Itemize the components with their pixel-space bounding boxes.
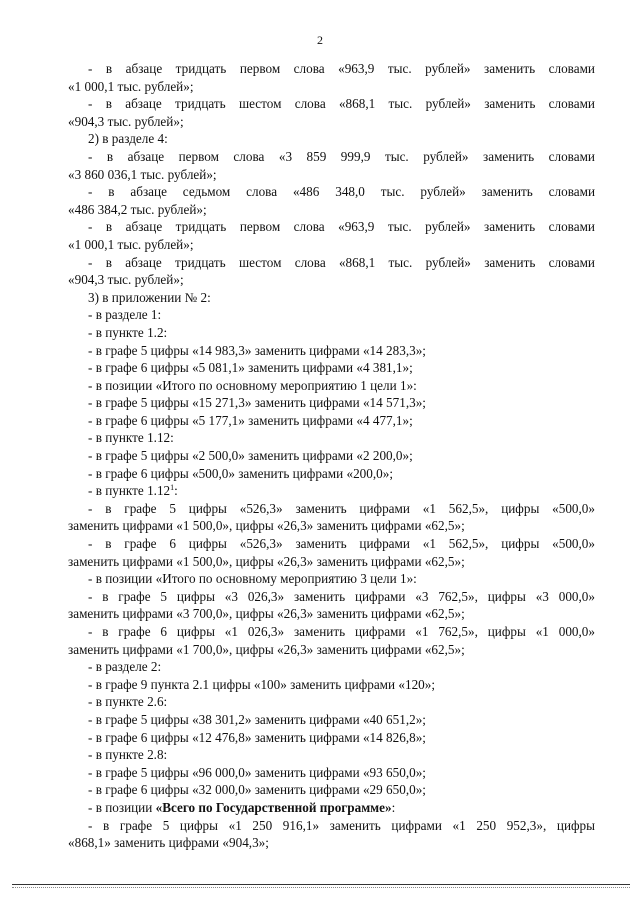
line-text: - в пункте 1.2: — [88, 324, 168, 340]
text-line — [68, 429, 595, 447]
line-text: - в абзаце седьмом слова «486 348,0 тыс. рублей» заменить словами — [88, 184, 595, 200]
text-line — [68, 781, 595, 799]
line-text: заменить цифрами «1 700,0», цифры «26,3» заменить цифрами «62,5»; — [68, 641, 465, 657]
text-line — [68, 254, 595, 272]
line-suffix: : — [174, 483, 178, 499]
bold-text: «Всего по Государственной программе» — [155, 799, 392, 815]
text-line — [68, 676, 595, 694]
line-text: - в абзаце тридцать первом слова «963,9 тыс. рублей» заменить словами — [88, 61, 595, 76]
footer-rule — [12, 884, 630, 885]
line-text: - в графе 5 цифры «2 500,0» заменить цифрами «2 200,0»; — [88, 448, 413, 464]
text-line — [68, 623, 595, 641]
text-line — [68, 324, 595, 342]
text-line — [68, 218, 595, 236]
line-text: - в абзаце тридцать шестом слова «868,1 тыс. рублей» заменить словами — [88, 96, 595, 112]
text-line — [68, 183, 595, 201]
line-text: 3) в приложении № 2: — [88, 289, 211, 305]
text-line — [68, 746, 595, 764]
text-line — [68, 60, 595, 78]
line-text: заменить цифрами «1 500,0», цифры «26,3» заменить цифрами «62,5»; — [68, 518, 465, 534]
line-text: - в графе 6 цифры «5 177,1» заменить цифрами «4 477,1»; — [88, 412, 413, 428]
text-line — [68, 201, 595, 219]
line-text: «3 860 036,1 тыс. рублей»; — [68, 166, 217, 182]
line-text: - в позиции — [88, 799, 156, 815]
line-text: 2) в разделе 4: — [88, 131, 168, 147]
line-text: - в графе 6 цифры «526,3» заменить цифрами «1 562,5», цифры «500,0» — [88, 536, 595, 552]
text-line — [68, 482, 595, 500]
text-line — [68, 517, 595, 535]
text-line — [68, 570, 595, 588]
line-text: «868,1» заменить цифрами «904,3»; — [68, 835, 269, 851]
line-text: «1 000,1 тыс. рублей»; — [68, 236, 194, 252]
text-line — [68, 729, 595, 747]
line-text: - в пункте 2.8: — [88, 747, 168, 763]
line-text: - в позиции «Итого по основному мероприятию 1 цели 1»: — [88, 377, 417, 393]
line-text: «486 384,2 тыс. рублей»; — [68, 201, 207, 217]
line-text: - в графе 5 цифры «526,3» заменить цифрами «1 562,5», цифры «500,0» — [88, 500, 595, 516]
text-line — [68, 553, 595, 571]
text-line — [68, 271, 595, 289]
line-text: - в графе 5 цифры «96 000,0» заменить цифрами «93 650,0»; — [88, 764, 426, 780]
line-text: - в разделе 2: — [88, 659, 162, 675]
line-text: - в абзаце тридцать первом слова «963,9 тыс. рублей» заменить словами — [88, 219, 595, 235]
footer-rule-dotted — [12, 887, 630, 888]
text-line — [68, 148, 595, 166]
line-text: - в абзаце первом слова «3 859 999,9 тыс. рублей» заменить словами — [88, 148, 595, 164]
line-text: - в пункте 2.6: — [88, 694, 168, 710]
line-text: - в графе 6 цифры «5 081,1» заменить цифрами «4 381,1»; — [88, 360, 413, 376]
line-text: - в пункте 1.12: — [88, 430, 174, 446]
text-line — [68, 500, 595, 518]
text-line — [68, 693, 595, 711]
text-line — [68, 289, 595, 307]
text-line — [68, 658, 595, 676]
line-text: - в графе 5 цифры «38 301,2» заменить цифрами «40 651,2»; — [88, 711, 426, 727]
line-text: - в графе 6 цифры «32 000,0» заменить цифрами «29 650,0»; — [88, 782, 426, 798]
text-line — [68, 535, 595, 553]
text-line — [68, 817, 595, 835]
text-line — [68, 359, 595, 377]
line-text: «1 000,1 тыс. рублей»; — [68, 78, 194, 94]
text-line — [68, 166, 595, 184]
text-line — [68, 447, 595, 465]
line-text: - в графе 6 цифры «500,0» заменить цифрами «200,0»; — [88, 465, 393, 481]
text-line — [68, 377, 595, 395]
text-line — [68, 799, 595, 817]
line-text: «904,3 тыс. рублей»; — [68, 272, 184, 288]
line-text: - в позиции «Итого по основному мероприятию 3 цели 1»: — [88, 571, 417, 587]
line-text: - в графе 5 цифры «1 250 916,1» заменить цифрами «1 250 952,3», цифры — [88, 817, 595, 833]
text-line — [68, 641, 595, 659]
text-line — [68, 113, 595, 131]
line-text: заменить цифрами «1 500,0», цифры «26,3» заменить цифрами «62,5»; — [68, 553, 465, 569]
line-text: - в разделе 1: — [88, 307, 162, 323]
text-line — [68, 236, 595, 254]
text-line — [68, 394, 595, 412]
line-text: - в графе 6 цифры «1 026,3» заменить цифрами «1 762,5», цифры «1 000,0» — [88, 624, 595, 639]
text-line — [68, 764, 595, 782]
line-text: - в графе 9 пункта 2.1 цифры «100» заменить цифрами «120»; — [88, 676, 436, 692]
text-line — [68, 588, 595, 606]
line-text: - в графе 5 цифры «3 026,3» заменить цифрами «3 762,5», цифры «3 000,0» — [88, 588, 595, 604]
line-text: - в абзаце тридцать шестом слова «868,1 тыс. рублей» заменить словами — [88, 254, 595, 270]
line-text: заменить цифрами «3 700,0», цифры «26,3» заменить цифрами «62,5»; — [68, 606, 465, 622]
line-text: - в пункте 1.12 — [88, 483, 171, 499]
line-text: «904,3 тыс. рублей»; — [68, 113, 184, 129]
text-line — [68, 834, 595, 852]
text-line — [68, 130, 595, 148]
line-suffix: : — [391, 799, 396, 815]
text-line — [68, 412, 595, 430]
line-text: - в графе 6 цифры «12 476,8» заменить цифрами «14 826,8»; — [88, 729, 426, 745]
text-line — [68, 465, 595, 483]
line-text: - в графе 5 цифры «15 271,3» заменить цифрами «14 571,3»; — [88, 395, 426, 411]
text-line — [68, 711, 595, 729]
text-line — [68, 342, 595, 360]
text-line — [68, 605, 595, 623]
page-number: 2 — [317, 33, 323, 47]
text-line — [68, 95, 595, 113]
text-line — [68, 306, 595, 324]
text-line — [68, 78, 595, 96]
superscript: 1 — [170, 483, 175, 493]
line-text: - в графе 5 цифры «14 983,3» заменить цифрами «14 283,3»; — [88, 342, 426, 358]
document-body — [68, 60, 595, 852]
